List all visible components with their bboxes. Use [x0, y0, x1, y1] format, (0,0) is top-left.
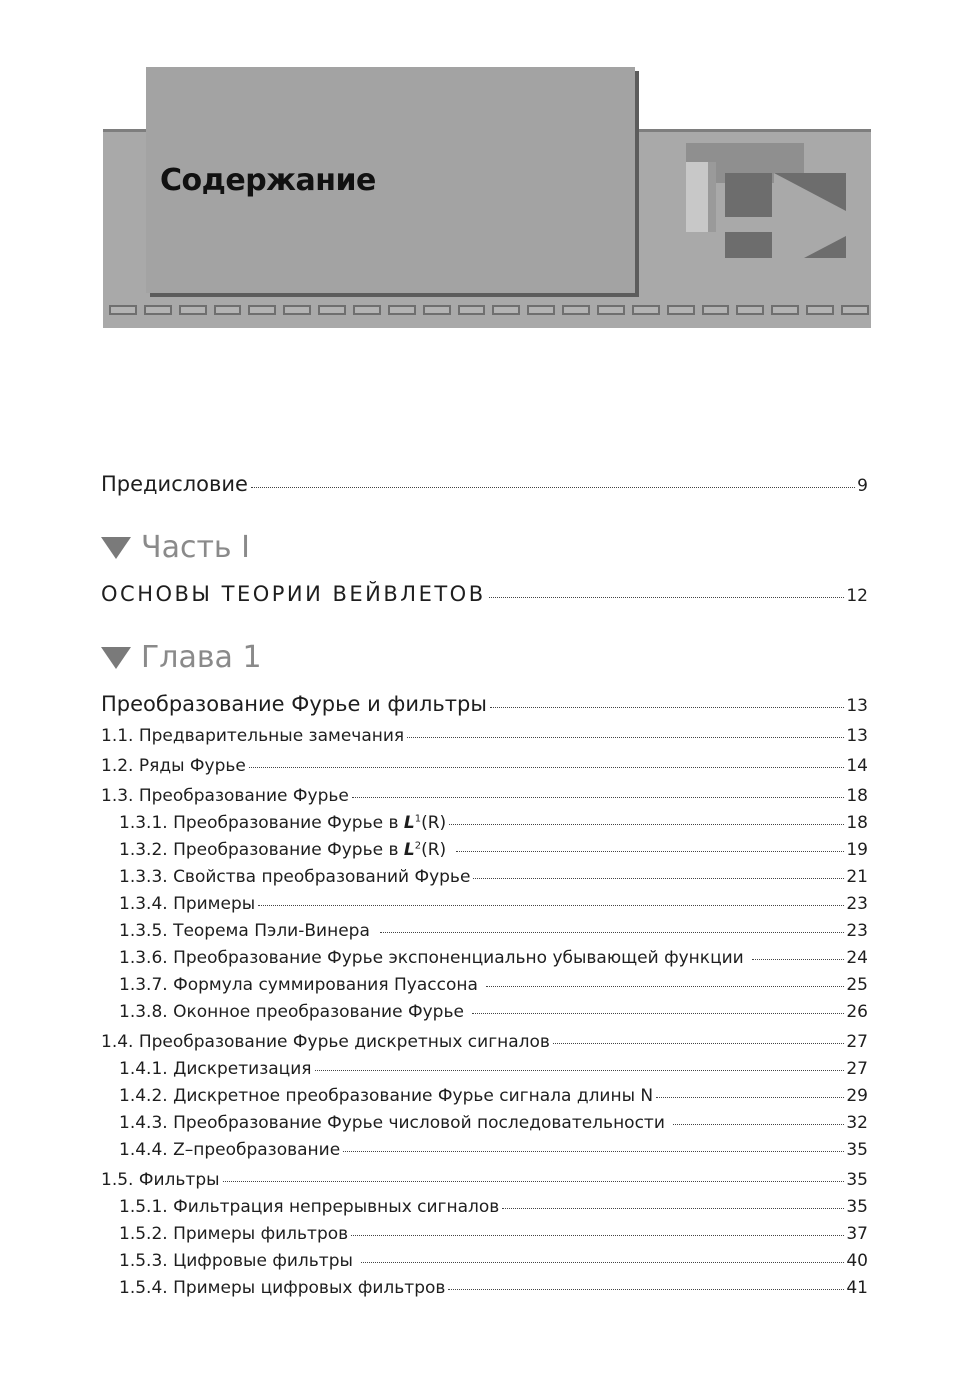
- toc-page: 35: [846, 1140, 868, 1160]
- toc-page: 37: [846, 1224, 868, 1244]
- deco-block: [686, 162, 708, 232]
- toc-page: 35: [846, 1197, 868, 1217]
- deco-tri-dark: [804, 236, 846, 258]
- toc-label: 1.3. Преобразование Фурье: [101, 786, 349, 806]
- toc-page: 25: [846, 975, 868, 995]
- toc-entry[interactable]: [119, 921, 868, 941]
- page-title: Содержание: [160, 163, 376, 198]
- toc-page: 14: [846, 756, 868, 776]
- leader-dots: [258, 905, 844, 906]
- toc-label: 1.3.1. Преобразование Фурье в $L^1(R)$: [119, 813, 447, 833]
- toc-entry[interactable]: [119, 1140, 868, 1160]
- leader-dots: [489, 597, 845, 598]
- leader-dots: [472, 1013, 844, 1014]
- toc-page: 26: [846, 1002, 868, 1022]
- deco-shapes: [760, 170, 850, 262]
- triangle-down-icon: [101, 537, 131, 559]
- leader-dots: [407, 737, 844, 738]
- toc-label: 1.4. Преобразование Фурье дискретных сигналов: [101, 1032, 550, 1052]
- toc-label: 1.5.2. Примеры фильтров: [119, 1224, 349, 1244]
- toc-label: 1.5. Фильтры: [101, 1170, 220, 1190]
- toc-page: 12: [846, 586, 868, 606]
- part-heading: [101, 530, 250, 565]
- toc-page: 18: [846, 813, 868, 833]
- toc-label: 1.5.1. Фильтрация непрерывных сигналов: [119, 1197, 500, 1217]
- toc-label: 1.3.5. Теорема Пэли-Винера: [119, 921, 370, 941]
- toc-page: 21: [846, 867, 868, 887]
- toc-label: ОСНОВЫ ТЕОРИИ ВЕЙВЛЕТОВ: [101, 582, 486, 606]
- leader-dots: [249, 767, 844, 768]
- leader-dots: [361, 1262, 844, 1263]
- leader-dots: [352, 797, 845, 798]
- leader-dots: [656, 1097, 844, 1098]
- toc-preface[interactable]: [101, 472, 868, 496]
- toc-page: 27: [846, 1032, 868, 1052]
- toc-label: 1.3.7. Формула суммирования Пуассона: [119, 975, 478, 995]
- toc-page: 32: [846, 1113, 868, 1133]
- toc-page: 9: [857, 476, 868, 496]
- leader-dots: [223, 1181, 845, 1182]
- triangle-down-icon: [101, 647, 131, 669]
- toc-page: 18: [846, 786, 868, 806]
- toc-label: 1.3.2. Преобразование Фурье в $L^2(R)$: [119, 840, 447, 860]
- toc-page: 29: [846, 1086, 868, 1106]
- leader-dots: [456, 851, 844, 852]
- toc-entry[interactable]: [119, 867, 868, 887]
- toc-page: 13: [846, 696, 868, 716]
- chapter-heading: [101, 640, 262, 675]
- toc-entry[interactable]: [119, 1278, 868, 1298]
- toc-entry[interactable]: [119, 975, 868, 995]
- toc-page: 13: [846, 726, 868, 746]
- toc-page: 23: [846, 894, 868, 914]
- toc-label: 1.3.6. Преобразование Фурье экспоненциально убывающей функции: [119, 948, 744, 968]
- toc-entry[interactable]: [119, 948, 868, 968]
- leader-dots: [486, 986, 844, 987]
- part-heading-text: Часть I: [141, 530, 250, 565]
- toc-entry[interactable]: [119, 1224, 868, 1244]
- toc-entry[interactable]: [101, 1170, 868, 1190]
- toc-entry[interactable]: [119, 1002, 868, 1022]
- toc-page: 40: [846, 1251, 868, 1271]
- toc-entry[interactable]: [119, 813, 868, 833]
- toc-page: 23: [846, 921, 868, 941]
- toc-entry[interactable]: [119, 1251, 868, 1271]
- toc-label: 1.2. Ряды Фурье: [101, 756, 246, 776]
- toc-page: 19: [846, 840, 868, 860]
- toc-label: 1.3.3. Свойства преобразований Фурье: [119, 867, 471, 887]
- leader-dots: [351, 1235, 844, 1236]
- leader-dots: [343, 1151, 844, 1152]
- toc-label: 1.4.4. Z–преобразование: [119, 1140, 341, 1160]
- toc-chapter-title[interactable]: [101, 692, 868, 716]
- toc-label: 1.3.8. Оконное преобразование Фурье: [119, 1002, 464, 1022]
- toc-page: 41: [846, 1278, 868, 1298]
- toc-page: 27: [846, 1059, 868, 1079]
- toc-label: 1.4.1. Дискретизация: [119, 1059, 312, 1079]
- toc-label: 1.5.4. Примеры цифровых фильтров: [119, 1278, 446, 1298]
- leader-dots: [449, 824, 844, 825]
- toc-label: 1.4.3. Преобразование Фурье числовой последовательности: [119, 1113, 665, 1133]
- toc-entry[interactable]: [101, 756, 868, 776]
- leader-dots: [752, 959, 845, 960]
- deco-block: [708, 162, 716, 232]
- toc-page: 35: [846, 1170, 868, 1190]
- toc-entry[interactable]: [119, 894, 868, 914]
- toc-label: 1.1. Предварительные замечания: [101, 726, 405, 746]
- leader-dots: [553, 1043, 844, 1044]
- chapter-heading-text: Глава 1: [141, 640, 262, 675]
- leader-dots: [502, 1208, 844, 1209]
- toc-label: Предисловие: [101, 472, 248, 496]
- leader-dots: [380, 932, 845, 933]
- leader-dots: [490, 707, 844, 708]
- toc-page: 24: [846, 948, 868, 968]
- toc-entry[interactable]: [119, 1113, 868, 1133]
- toc-entry[interactable]: [119, 1059, 868, 1079]
- toc-entry[interactable]: [101, 786, 868, 806]
- leader-dots: [315, 1070, 845, 1071]
- leader-dots: [473, 878, 844, 879]
- toc-entry[interactable]: [101, 726, 868, 746]
- toc-entry[interactable]: [119, 840, 868, 860]
- toc-entry[interactable]: [119, 1197, 868, 1217]
- toc-part-title[interactable]: [101, 582, 868, 606]
- toc-label: 1.4.2. Дискретное преобразование Фурье сигнала длины N: [119, 1086, 654, 1106]
- toc-entry[interactable]: [119, 1086, 868, 1106]
- dash-row: [109, 305, 869, 317]
- toc-label: 1.3.4. Примеры: [119, 894, 256, 914]
- leader-dots: [673, 1124, 844, 1125]
- toc-label: Преобразование Фурье и фильтры: [101, 692, 487, 716]
- leader-dots: [448, 1289, 844, 1290]
- toc-label: 1.5.3. Цифровые фильтры: [119, 1251, 353, 1271]
- toc-entry[interactable]: [101, 1032, 868, 1052]
- leader-dots: [251, 487, 855, 488]
